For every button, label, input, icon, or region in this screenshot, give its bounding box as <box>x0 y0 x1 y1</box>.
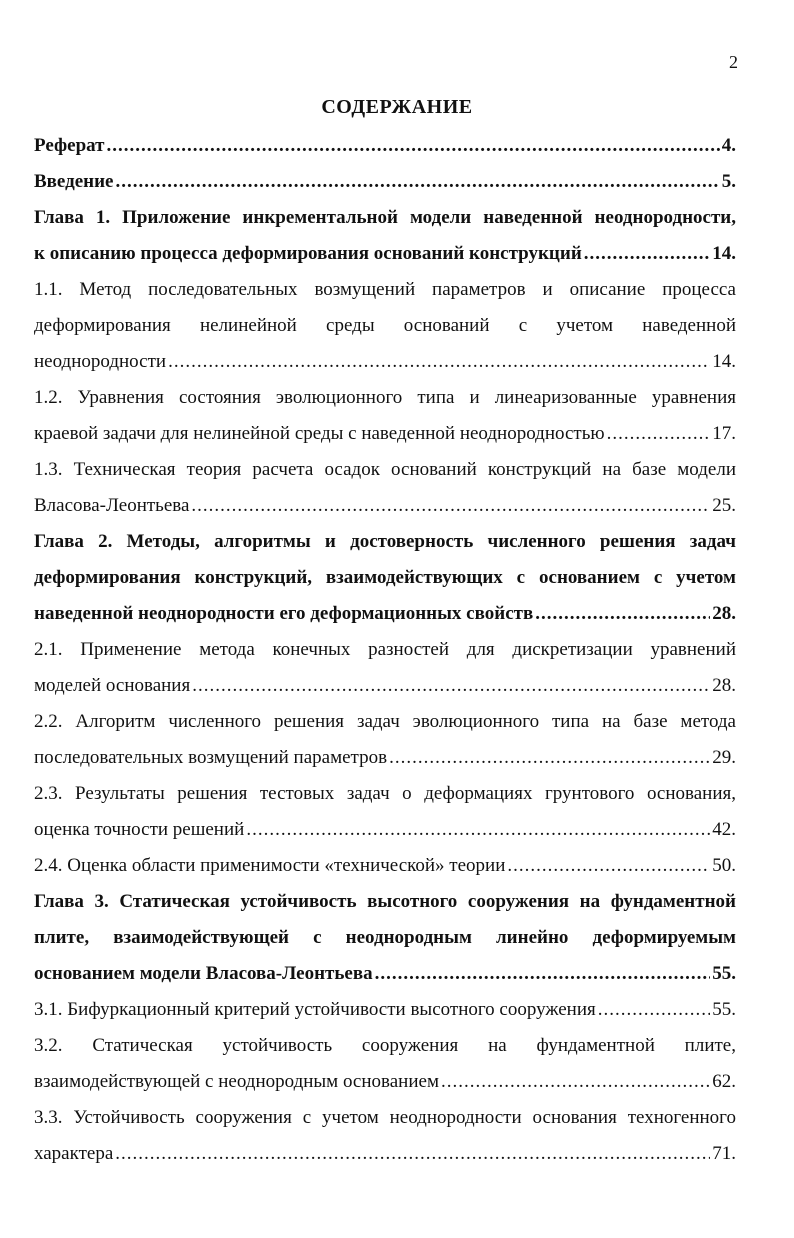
toc-chapter-1-line-1: Глава 1. Приложение инкрементальной модели наведенной неоднородности, <box>34 207 736 228</box>
toc-entry-text: оценка точности решений <box>34 819 245 840</box>
toc-page-number: 28. <box>712 603 736 624</box>
toc-section-2-1-line-2 <box>34 668 736 704</box>
toc-section-1-1-line-1: 1.1. Метод последовательных возмущений параметров и описание процесса <box>34 279 736 300</box>
toc-entry-text: последовательных возмущений параметров <box>34 747 388 768</box>
toc-page-number: 55. <box>712 963 736 984</box>
toc-page-number: 4. <box>721 135 736 156</box>
toc-entry-text: моделей основания <box>34 675 191 696</box>
toc-entry-text: Власова-Леонтьева <box>34 495 190 516</box>
toc-page-number: 14. <box>712 243 736 264</box>
toc-section-1-1-line-3 <box>34 344 736 380</box>
toc-entry-text: Реферат <box>34 135 105 156</box>
toc-section-3-2-line-2 <box>34 1064 736 1100</box>
toc-chapter-2-line-1: Глава 2. Методы, алгоритмы и достоверность численного решения задач <box>34 531 736 552</box>
toc-entry-text: характера <box>34 1143 114 1164</box>
leader-dots <box>535 596 710 632</box>
toc-section-3-1-line-1 <box>34 992 736 1028</box>
toc-section-2-3-line-1: 2.3. Результаты решения тестовых задач о деформациях грунтового основания, <box>34 783 736 804</box>
toc-entry-text: основанием модели Власова-Леонтьева <box>34 963 373 984</box>
leader-dots <box>168 344 710 380</box>
toc-entry-text: 3.1. Бифуркационный критерий устойчивости высотного сооружения <box>34 999 596 1020</box>
toc-section-1-2-line-2 <box>34 416 736 452</box>
leader-dots <box>389 740 710 776</box>
toc-section-3-3-line-1: 3.3. Устойчивость сооружения с учетом неоднородности основания техногенного <box>34 1107 736 1128</box>
page-number: 2 <box>729 52 738 72</box>
toc-page-number: 50. <box>712 855 736 876</box>
leader-dots <box>115 1136 710 1172</box>
toc-chapter-3-line-3 <box>34 956 736 992</box>
toc-entry-text: взаимодействующей с неоднородным основанием <box>34 1071 439 1092</box>
toc-page-number: 28. <box>712 675 736 696</box>
toc-page-number: 62. <box>712 1071 736 1092</box>
toc-entry-text: Введение <box>34 171 114 192</box>
toc-section-2-1-line-1: 2.1. Применение метода конечных разностей для дискретизации уравнений <box>34 639 736 660</box>
toc-entry-text: 2.4. Оценка области применимости «технической» теории <box>34 855 506 876</box>
leader-dots <box>107 128 720 164</box>
leader-dots <box>192 668 710 704</box>
toc-section-2-2-line-2 <box>34 740 736 776</box>
toc-entry-text: краевой задачи для нелинейной среды с наведенной неоднородностью <box>34 423 605 444</box>
toc-chapter-1-line-2 <box>34 236 736 272</box>
toc-page-number: 71. <box>712 1143 736 1164</box>
toc-section-3-2-line-1: 3.2. Статическая устойчивость сооружения на фундаментной плите, <box>34 1035 736 1056</box>
toc-page-number: 25. <box>712 495 736 516</box>
toc-section-2-3-line-2 <box>34 812 736 848</box>
leader-dots <box>441 1064 710 1100</box>
toc-chapter-3-line-2: плите, взаимодействующей с неоднородным линейно деформируемым <box>34 927 736 948</box>
toc-page-number: 5. <box>721 171 736 192</box>
toc-section-1-3-line-2 <box>34 488 736 524</box>
toc-entry-text: наведенной неоднородности его деформационных свойств <box>34 603 534 624</box>
toc-section-1-1-line-2: деформирования нелинейной среды оснований с учетом наведенной <box>34 315 736 336</box>
toc-page-number: 29. <box>712 747 736 768</box>
toc-page-number: 14. <box>712 351 736 372</box>
leader-dots <box>116 164 720 200</box>
toc-entry-referat <box>34 128 736 164</box>
leader-dots <box>246 812 710 848</box>
toc-entry-text: к описанию процесса деформирования оснований конструкций <box>34 243 582 264</box>
toc-page-number: 42. <box>712 819 736 840</box>
toc-section-2-2-line-1: 2.2. Алгоритм численного решения задач эволюционного типа на базе метода <box>34 711 736 732</box>
leader-dots <box>191 488 710 524</box>
toc-entry-text: неоднородности <box>34 351 167 372</box>
toc-section-1-2-line-1: 1.2. Уравнения состояния эволюционного типа и линеаризованные уравнения <box>34 387 736 408</box>
toc-page-number: 17. <box>712 423 736 444</box>
page-title: СОДЕРЖАНИЕ <box>321 96 473 118</box>
leader-dots <box>375 956 711 992</box>
toc-entry-vvedenie <box>34 164 736 200</box>
toc-section-3-3-line-2 <box>34 1136 736 1172</box>
toc-chapter-3-line-1: Глава 3. Статическая устойчивость высотного сооружения на фундаментной <box>34 891 736 912</box>
leader-dots <box>598 992 711 1028</box>
leader-dots <box>507 848 710 884</box>
toc-chapter-2-line-2: деформирования конструкций, взаимодействующих с основанием с учетом <box>34 567 736 588</box>
toc-section-2-4-line-1 <box>34 848 736 884</box>
toc-chapter-2-line-3 <box>34 596 736 632</box>
leader-dots <box>607 416 711 452</box>
toc-section-1-3-line-1: 1.3. Техническая теория расчета осадок оснований конструкций на базе модели <box>34 459 736 480</box>
toc-page-number: 55. <box>712 999 736 1020</box>
leader-dots <box>584 236 710 272</box>
